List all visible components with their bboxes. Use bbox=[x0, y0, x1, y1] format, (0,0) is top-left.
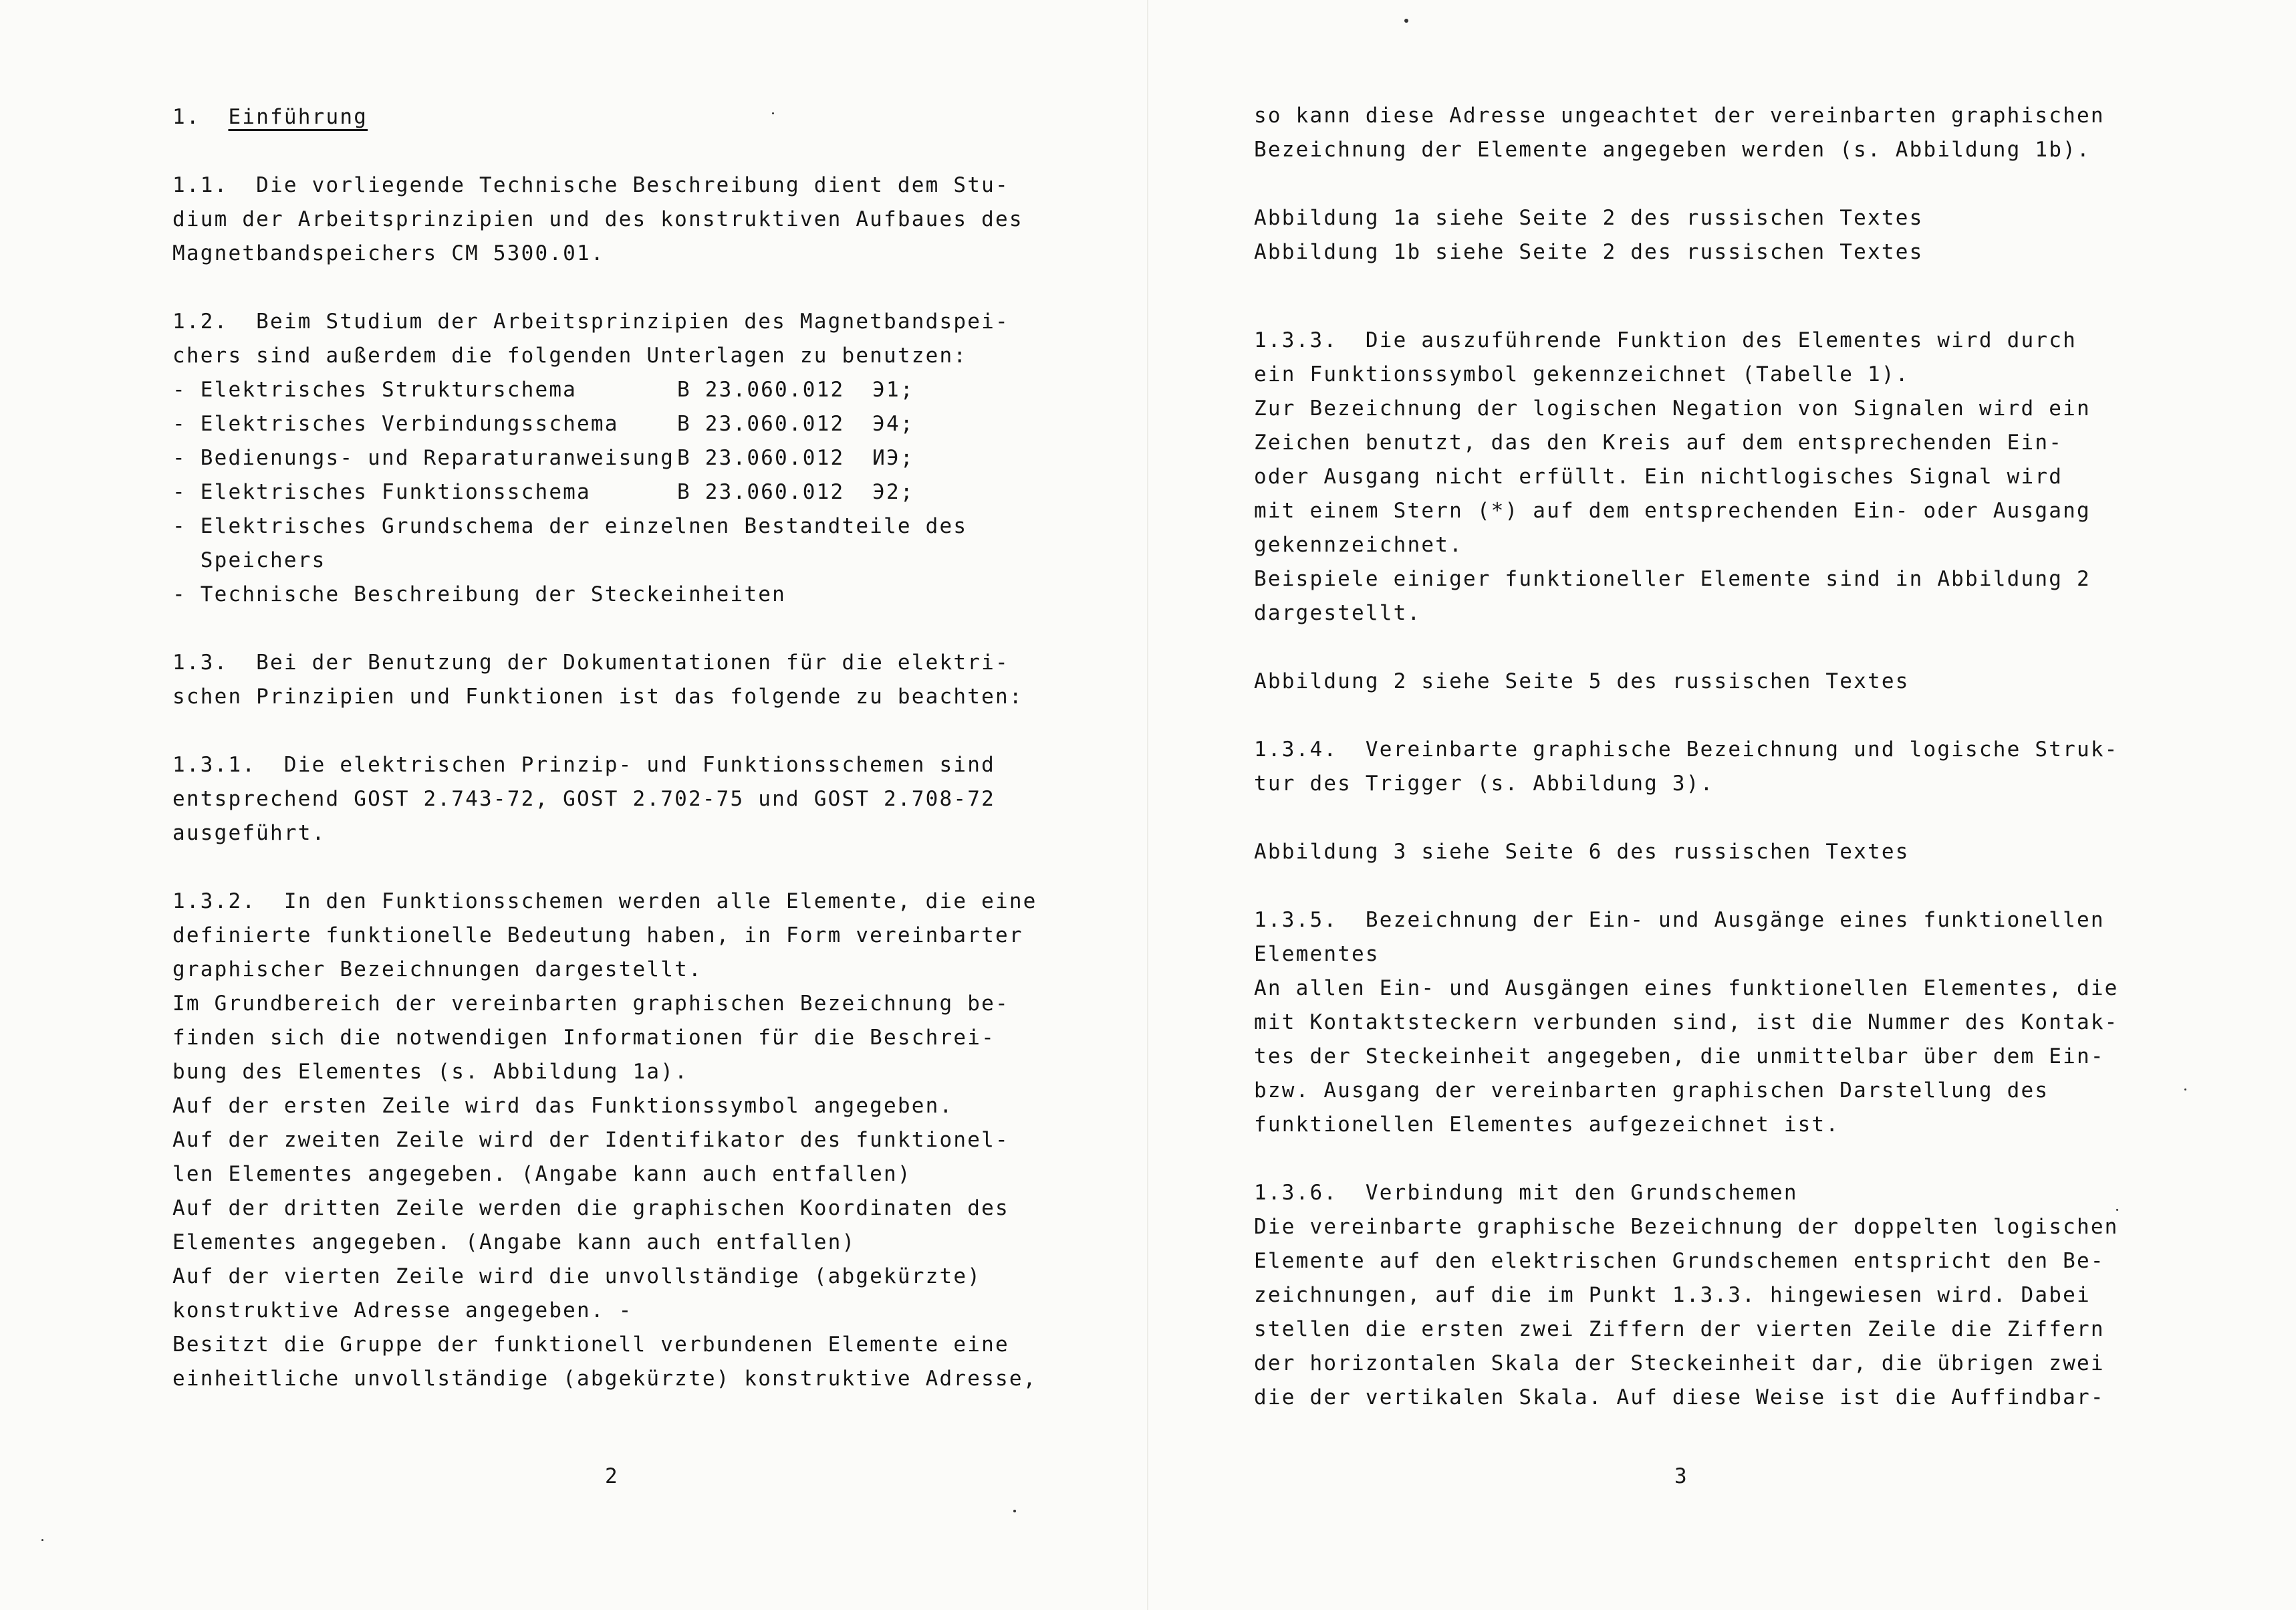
text-line: 1.3.4. Vereinbarte graphische Bezeichnung und logische Struk- bbox=[1254, 737, 2119, 762]
text-line: len Elementes angegeben. (Angabe kann auch entfallen) bbox=[172, 1162, 912, 1186]
text-line: graphischer Bezeichnungen dargestellt. bbox=[172, 957, 703, 982]
scan-speck bbox=[41, 1539, 43, 1541]
figure-reference: Abbildung 3 siehe Seite 6 des russischen Textes bbox=[1254, 840, 1910, 864]
paragraph-1-3-4 bbox=[1254, 733, 2203, 801]
text-line: Zur Bezeichnung der logischen Negation von Signalen wird ein bbox=[1254, 396, 2091, 421]
list-item-continuation: Speichers bbox=[172, 548, 326, 572]
text-line: Auf der dritten Zeile werden die graphischen Koordinaten des bbox=[172, 1196, 1009, 1220]
text-line: schen Prinzipien und Funktionen ist das folgende zu beachten: bbox=[172, 685, 1023, 709]
text-line: bung des Elementes (s. Abbildung 1a). bbox=[172, 1060, 688, 1084]
text-line: finden sich die notwendigen Informationen für die Beschrei- bbox=[172, 1026, 995, 1050]
text-line: mit Kontaktsteckern verbunden sind, ist die Nummer des Kontak- bbox=[1254, 1010, 2119, 1034]
list-item bbox=[172, 407, 1095, 441]
document-list bbox=[172, 373, 1095, 612]
list-item-title: - Elektrisches Strukturschema bbox=[172, 378, 578, 402]
heading-title: Einführung bbox=[228, 105, 368, 129]
text-line: oder Ausgang nicht erfüllt. Ein nichtlogisches Signal wird bbox=[1254, 465, 2063, 489]
text-line: Elemente auf den elektrischen Grundschemen entspricht den Be- bbox=[1254, 1249, 2105, 1273]
text-line: Auf der vierten Zeile wird die unvollständige (abgekürzte) bbox=[172, 1264, 982, 1288]
paragraph-1-3 bbox=[172, 646, 1095, 714]
text-line: dargestellt. bbox=[1254, 601, 1422, 625]
text-line: stellen die ersten zwei Ziffern der vierten Zeile die Ziffern bbox=[1254, 1317, 2105, 1341]
text-line: tur des Trigger (s. Abbildung 3). bbox=[1254, 772, 1714, 796]
text-line: funktionellen Elementes aufgezeichnet ist. bbox=[1254, 1113, 1840, 1137]
text-line: 1.3.6. Verbindung mit den Grundschemen bbox=[1254, 1181, 1798, 1205]
text-line: An allen Ein- und Ausgängen eines funktionellen Elementes, die bbox=[1254, 976, 2119, 1000]
text-line: tes der Steckeinheit angegeben, die unmittelbar über dem Ein- bbox=[1254, 1044, 2105, 1068]
text-line: einheitliche unvollständige (abgekürzte) konstruktive Adresse, bbox=[172, 1367, 1037, 1391]
text-line: ein Funktionssymbol gekennzeichnet (Tabelle 1). bbox=[1254, 362, 1910, 386]
list-item bbox=[172, 475, 1095, 509]
right-page bbox=[1148, 0, 2296, 1610]
text-line: 1.3.3. Die auszuführende Funktion des Elementes wird durch bbox=[1254, 328, 2077, 352]
scan-speck bbox=[2116, 1209, 2118, 1211]
list-item-title: - Bedienungs- und Reparaturanweisung bbox=[172, 446, 675, 470]
figure-reference: Abbildung 2 siehe Seite 5 des russischen Textes bbox=[1254, 669, 1910, 693]
scan-speck bbox=[772, 112, 774, 114]
text-line: 1.3.5. Bezeichnung der Ein- und Ausgänge eines funktionellen bbox=[1254, 908, 2105, 932]
text-line: Auf der ersten Zeile wird das Funktionssymbol angegeben. bbox=[172, 1094, 954, 1118]
left-text-column bbox=[172, 100, 1095, 1396]
text-line: der horizontalen Skala der Steckeinheit dar, die übrigen zwei bbox=[1254, 1351, 2105, 1375]
text-line: Im Grundbereich der vereinbarten graphischen Bezeichnung be- bbox=[172, 992, 1009, 1016]
paragraph-1-3-1 bbox=[172, 748, 1095, 850]
scan-speck bbox=[1013, 1510, 1016, 1512]
paragraph-1-2 bbox=[172, 305, 1095, 373]
text-line: Magnetbandspeichers CM 5300.01. bbox=[172, 241, 605, 265]
figure-reference: Abbildung 1a siehe Seite 2 des russischen Textes bbox=[1254, 206, 1924, 230]
list-item-reference: B 23.060.012 ИЭ; bbox=[677, 446, 914, 470]
figure-references-1 bbox=[1254, 201, 2203, 269]
text-line: Elementes bbox=[1254, 942, 1380, 966]
scan-speck bbox=[1404, 19, 1408, 23]
text-line: definierte funktionelle Bedeutung haben, in Form vereinbarter bbox=[172, 923, 1023, 947]
list-item: - Elektrisches Grundschema der einzelnen Bestandteile des bbox=[172, 514, 968, 538]
paragraph-1-3-5 bbox=[1254, 903, 2203, 1142]
text-line: ausgeführt. bbox=[172, 821, 326, 845]
list-item-reference: B 23.060.012 Э2; bbox=[677, 480, 914, 504]
text-line: Besitzt die Gruppe der funktionell verbundenen Elemente eine bbox=[172, 1333, 1009, 1357]
heading-number: 1. bbox=[172, 105, 201, 129]
text-line: 1.1. Die vorliegende Technische Beschreibung dient dem Stu- bbox=[172, 173, 1009, 197]
text-line: 1.2. Beim Studium der Arbeitsprinzipien des Magnetbandspei- bbox=[172, 310, 1009, 334]
text-line: die der vertikalen Skala. Auf diese Weise ist die Auffindbar- bbox=[1254, 1385, 2105, 1409]
list-item-title: - Elektrisches Funktionsschema bbox=[172, 480, 591, 504]
text-line: entsprechend GOST 2.743-72, GOST 2.702-75 und GOST 2.708-72 bbox=[172, 787, 995, 811]
page-number: 2 bbox=[605, 1464, 618, 1488]
paragraph-1-1 bbox=[172, 168, 1095, 271]
text-line: dium der Arbeitsprinzipien und des konstruktiven Aufbaues des bbox=[172, 207, 1023, 231]
figure-reference: Abbildung 1b siehe Seite 2 des russischen Textes bbox=[1254, 240, 1924, 264]
figure-reference-3 bbox=[1254, 835, 2203, 869]
text-line: Zeichen benutzt, das den Kreis auf dem entsprechenden Ein- bbox=[1254, 431, 2063, 455]
text-line: 1.3.1. Die elektrischen Prinzip- und Funktionsschemen sind bbox=[172, 753, 995, 777]
text-line: Elementes angegeben. (Angabe kann auch entfallen) bbox=[172, 1230, 856, 1254]
text-line: gekennzeichnet. bbox=[1254, 533, 1463, 557]
scan-speck bbox=[2184, 1088, 2186, 1090]
text-line: Die vereinbarte graphische Bezeichnung der doppelten logischen bbox=[1254, 1215, 2119, 1239]
paragraph-1-3-6 bbox=[1254, 1176, 2203, 1415]
right-text-column bbox=[1254, 99, 2203, 1415]
list-item bbox=[172, 441, 1095, 475]
text-line: chers sind außerdem die folgenden Unterlagen zu benutzen: bbox=[172, 344, 968, 368]
figure-reference-2 bbox=[1254, 665, 2203, 699]
text-line: Auf der zweiten Zeile wird der Identifikator des funktionel- bbox=[172, 1128, 1009, 1152]
section-heading bbox=[172, 100, 1095, 134]
text-line: Beispiele einiger funktioneller Elemente sind in Abbildung 2 bbox=[1254, 567, 2091, 591]
text-line: Bezeichnung der Elemente angegeben werden (s. Abbildung 1b). bbox=[1254, 138, 2091, 162]
paragraph-1-3-3 bbox=[1254, 324, 2203, 630]
text-line: bzw. Ausgang der vereinbarten graphischen Darstellung des bbox=[1254, 1078, 2049, 1103]
text-line: konstruktive Adresse angegeben. - bbox=[172, 1298, 633, 1322]
paragraph-1-3-2 bbox=[172, 885, 1095, 1396]
list-item: - Technische Beschreibung der Steckeinheiten bbox=[172, 582, 786, 606]
text-line: so kann diese Adresse ungeachtet der vereinbarten graphischen bbox=[1254, 104, 2105, 128]
text-line: mit einem Stern (*) auf dem entsprechenden Ein- oder Ausgang bbox=[1254, 499, 2091, 523]
page-number: 3 bbox=[1674, 1464, 1687, 1488]
list-item-reference: B 23.060.012 Э4; bbox=[677, 412, 914, 436]
text-line: 1.3.2. In den Funktionsschemen werden alle Elemente, die eine bbox=[172, 889, 1037, 913]
list-item-title: - Elektrisches Verbindungsschema bbox=[172, 412, 619, 436]
paragraph-continuation bbox=[1254, 99, 2203, 167]
text-line: zeichnungen, auf die im Punkt 1.3.3. hingewiesen wird. Dabei bbox=[1254, 1283, 2091, 1307]
list-item-reference: B 23.060.012 Э1; bbox=[677, 378, 914, 402]
list-item bbox=[172, 373, 1095, 407]
text-line: 1.3. Bei der Benutzung der Dokumentationen für die elektri- bbox=[172, 651, 1009, 675]
